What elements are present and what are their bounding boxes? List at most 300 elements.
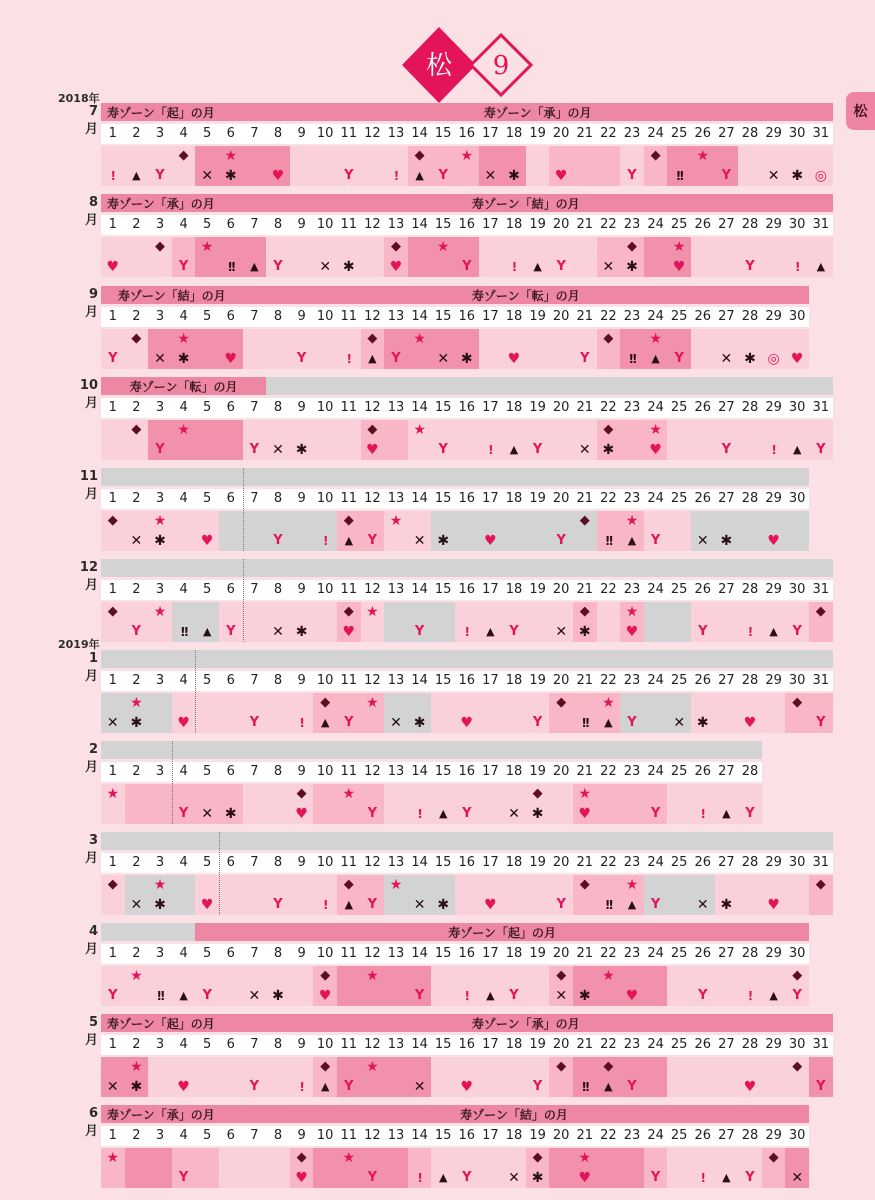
day-cell[interactable] xyxy=(361,329,385,369)
day-number[interactable]: 20 xyxy=(552,1128,570,1143)
day-number[interactable]: 18 xyxy=(505,491,523,506)
day-cell[interactable] xyxy=(408,511,432,551)
day-number[interactable]: 7 xyxy=(250,1037,259,1052)
day-cell[interactable] xyxy=(125,602,149,642)
day-cell[interactable] xyxy=(266,146,290,186)
day-cell[interactable] xyxy=(809,146,833,186)
day-cell[interactable] xyxy=(620,784,644,824)
day-number[interactable]: 19 xyxy=(529,1037,546,1052)
day-cell[interactable] xyxy=(479,784,503,824)
day-cell[interactable] xyxy=(597,966,621,1006)
day-cell[interactable] xyxy=(313,1148,337,1188)
day-cell[interactable] xyxy=(549,420,573,460)
day-number[interactable]: 2 xyxy=(132,400,141,415)
day-number[interactable]: 11 xyxy=(340,582,358,597)
day-number[interactable]: 22 xyxy=(600,400,617,415)
day-cell[interactable] xyxy=(502,875,526,915)
day-cell[interactable] xyxy=(715,329,739,369)
day-cell[interactable] xyxy=(408,875,432,915)
day-cell[interactable] xyxy=(125,146,149,186)
day-cell[interactable] xyxy=(195,602,219,642)
day-number[interactable]: 28 xyxy=(741,217,759,232)
day-number[interactable]: 9 xyxy=(297,400,306,415)
day-cell[interactable] xyxy=(526,602,550,642)
day-number[interactable]: 1 xyxy=(108,673,117,688)
day-number[interactable]: 1 xyxy=(108,764,117,779)
day-cell[interactable] xyxy=(549,329,573,369)
day-cell[interactable] xyxy=(455,602,479,642)
day-cell[interactable] xyxy=(455,966,479,1006)
day-number[interactable]: 17 xyxy=(482,855,499,870)
day-number[interactable]: 17 xyxy=(482,946,499,961)
day-number[interactable]: 3 xyxy=(155,946,165,961)
day-number[interactable]: 13 xyxy=(387,309,405,324)
day-number[interactable]: 28 xyxy=(741,126,759,141)
day-number[interactable]: 10 xyxy=(316,1128,334,1143)
day-number[interactable]: 30 xyxy=(788,491,806,506)
day-number[interactable]: 3 xyxy=(155,764,165,779)
day-cell[interactable] xyxy=(762,146,786,186)
day-number[interactable]: 25 xyxy=(670,673,688,688)
day-number[interactable]: 7 xyxy=(250,217,259,232)
day-cell[interactable] xyxy=(290,966,314,1006)
day-cell[interactable] xyxy=(573,784,597,824)
day-number[interactable]: 26 xyxy=(694,491,712,506)
day-number[interactable]: 9 xyxy=(297,1037,306,1052)
day-number[interactable]: 19 xyxy=(529,1128,546,1143)
day-number[interactable]: 14 xyxy=(411,855,428,870)
day-cell[interactable] xyxy=(597,1057,621,1097)
day-cell[interactable] xyxy=(384,1057,408,1097)
day-number[interactable]: 7 xyxy=(250,126,259,141)
day-number[interactable]: 18 xyxy=(505,1128,523,1143)
day-cell[interactable] xyxy=(290,420,314,460)
day-cell[interactable] xyxy=(408,420,432,460)
day-number[interactable]: 2 xyxy=(132,946,141,961)
day-cell[interactable] xyxy=(526,1057,550,1097)
day-cell[interactable] xyxy=(738,875,762,915)
day-number[interactable]: 4 xyxy=(179,1037,188,1052)
day-cell[interactable] xyxy=(455,784,479,824)
day-number[interactable]: 24 xyxy=(647,946,664,961)
day-cell[interactable] xyxy=(101,875,125,915)
day-cell[interactable] xyxy=(667,1148,691,1188)
day-cell[interactable] xyxy=(691,602,715,642)
day-number[interactable]: 12 xyxy=(364,582,381,597)
day-number[interactable]: 26 xyxy=(694,764,712,779)
day-cell[interactable] xyxy=(243,1057,267,1097)
day-cell[interactable] xyxy=(455,875,479,915)
day-number[interactable]: 27 xyxy=(718,673,735,688)
day-cell[interactable] xyxy=(549,237,573,277)
day-number[interactable]: 19 xyxy=(529,673,546,688)
day-number[interactable]: 5 xyxy=(203,582,212,597)
day-number[interactable]: 2 xyxy=(132,855,141,870)
day-cell[interactable] xyxy=(667,146,691,186)
day-number[interactable]: 15 xyxy=(434,217,452,232)
day-cell[interactable] xyxy=(715,966,739,1006)
day-cell[interactable] xyxy=(243,784,267,824)
day-cell[interactable] xyxy=(526,784,550,824)
day-number[interactable]: 20 xyxy=(552,673,570,688)
day-number[interactable]: 29 xyxy=(765,582,782,597)
day-cell[interactable] xyxy=(691,420,715,460)
day-number[interactable]: 3 xyxy=(155,1037,165,1052)
day-number[interactable]: 19 xyxy=(529,946,546,961)
day-number[interactable]: 23 xyxy=(623,582,641,597)
day-cell[interactable] xyxy=(148,237,172,277)
day-number[interactable]: 16 xyxy=(458,764,476,779)
day-cell[interactable] xyxy=(219,146,243,186)
day-cell[interactable] xyxy=(172,420,196,460)
day-cell[interactable] xyxy=(337,146,361,186)
day-number[interactable]: 21 xyxy=(576,491,594,506)
day-cell[interactable] xyxy=(785,237,809,277)
day-number[interactable]: 12 xyxy=(364,1128,381,1143)
day-number[interactable]: 23 xyxy=(623,126,641,141)
day-number[interactable]: 1 xyxy=(108,217,117,232)
day-number[interactable]: 11 xyxy=(340,855,358,870)
day-number[interactable]: 1 xyxy=(108,491,117,506)
day-number[interactable]: 9 xyxy=(297,673,306,688)
day-number[interactable]: 31 xyxy=(812,126,830,141)
day-number[interactable]: 3 xyxy=(155,217,165,232)
day-number[interactable]: 7 xyxy=(250,764,259,779)
day-cell[interactable] xyxy=(549,875,573,915)
day-cell[interactable] xyxy=(101,329,125,369)
day-cell[interactable] xyxy=(172,784,196,824)
day-cell[interactable] xyxy=(290,784,314,824)
day-cell[interactable] xyxy=(313,784,337,824)
day-number[interactable]: 6 xyxy=(226,126,235,141)
day-number[interactable]: 31 xyxy=(812,217,830,232)
day-cell[interactable] xyxy=(479,329,503,369)
day-cell[interactable] xyxy=(337,237,361,277)
day-cell[interactable] xyxy=(172,237,196,277)
day-cell[interactable] xyxy=(738,237,762,277)
day-cell[interactable] xyxy=(691,784,715,824)
day-cell[interactable] xyxy=(479,693,503,733)
day-cell[interactable] xyxy=(455,420,479,460)
day-cell[interactable] xyxy=(431,146,455,186)
day-cell[interactable] xyxy=(785,511,809,551)
day-cell[interactable] xyxy=(290,237,314,277)
day-cell[interactable] xyxy=(785,329,809,369)
day-cell[interactable] xyxy=(195,146,219,186)
day-number[interactable]: 19 xyxy=(529,764,546,779)
day-number[interactable]: 20 xyxy=(552,400,570,415)
day-number[interactable]: 7 xyxy=(250,309,259,324)
day-cell[interactable] xyxy=(337,511,361,551)
day-cell[interactable] xyxy=(195,329,219,369)
day-cell[interactable] xyxy=(502,329,526,369)
day-cell[interactable] xyxy=(667,511,691,551)
day-cell[interactable] xyxy=(667,1057,691,1097)
day-number[interactable]: 9 xyxy=(297,582,306,597)
day-cell[interactable] xyxy=(384,1148,408,1188)
day-number[interactable]: 21 xyxy=(576,764,594,779)
day-number[interactable]: 13 xyxy=(387,126,405,141)
day-cell[interactable] xyxy=(408,602,432,642)
day-cell[interactable] xyxy=(219,511,243,551)
day-number[interactable]: 16 xyxy=(458,1037,476,1052)
day-cell[interactable] xyxy=(125,1148,149,1188)
day-number[interactable]: 17 xyxy=(482,491,499,506)
day-number[interactable]: 16 xyxy=(458,582,476,597)
day-number[interactable]: 7 xyxy=(250,855,259,870)
day-number[interactable]: 25 xyxy=(670,1128,688,1143)
day-cell[interactable] xyxy=(526,511,550,551)
day-cell[interactable] xyxy=(408,329,432,369)
day-cell[interactable] xyxy=(148,146,172,186)
day-cell[interactable] xyxy=(313,420,337,460)
day-cell[interactable] xyxy=(738,511,762,551)
day-cell[interactable] xyxy=(408,784,432,824)
day-cell[interactable] xyxy=(762,420,786,460)
day-number[interactable]: 17 xyxy=(482,126,499,141)
day-number[interactable]: 4 xyxy=(179,400,188,415)
day-cell[interactable] xyxy=(337,784,361,824)
day-cell[interactable] xyxy=(148,1057,172,1097)
day-number[interactable]: 26 xyxy=(694,309,712,324)
day-number[interactable]: 16 xyxy=(458,217,476,232)
day-cell[interactable] xyxy=(101,693,125,733)
day-cell[interactable] xyxy=(361,146,385,186)
day-number[interactable]: 28 xyxy=(741,1128,759,1143)
day-cell[interactable] xyxy=(715,784,739,824)
day-cell[interactable] xyxy=(243,237,267,277)
day-cell[interactable] xyxy=(479,420,503,460)
day-number[interactable]: 15 xyxy=(434,764,452,779)
day-number[interactable]: 3 xyxy=(155,126,165,141)
day-number[interactable]: 6 xyxy=(226,582,235,597)
day-cell[interactable] xyxy=(502,146,526,186)
day-cell[interactable] xyxy=(243,420,267,460)
day-number[interactable]: 14 xyxy=(411,582,428,597)
day-number[interactable]: 18 xyxy=(505,309,523,324)
day-cell[interactable] xyxy=(738,784,762,824)
day-cell[interactable] xyxy=(691,1148,715,1188)
day-number[interactable]: 25 xyxy=(670,764,688,779)
day-cell[interactable] xyxy=(361,602,385,642)
day-cell[interactable] xyxy=(691,875,715,915)
day-number[interactable]: 17 xyxy=(482,400,499,415)
day-cell[interactable] xyxy=(219,1148,243,1188)
day-cell[interactable] xyxy=(526,966,550,1006)
day-number[interactable]: 16 xyxy=(458,309,476,324)
day-cell[interactable] xyxy=(384,146,408,186)
day-cell[interactable] xyxy=(219,237,243,277)
day-cell[interactable] xyxy=(172,966,196,1006)
day-number[interactable]: 20 xyxy=(552,1037,570,1052)
day-cell[interactable] xyxy=(738,329,762,369)
day-cell[interactable] xyxy=(573,511,597,551)
day-cell[interactable] xyxy=(431,237,455,277)
day-cell[interactable] xyxy=(408,1148,432,1188)
day-number[interactable]: 11 xyxy=(340,1037,358,1052)
day-number[interactable]: 16 xyxy=(458,855,476,870)
day-cell[interactable] xyxy=(313,237,337,277)
day-number[interactable]: 25 xyxy=(670,946,688,961)
day-number[interactable]: 19 xyxy=(529,217,546,232)
day-number[interactable]: 30 xyxy=(788,217,806,232)
day-cell[interactable] xyxy=(243,329,267,369)
day-number[interactable]: 25 xyxy=(670,400,688,415)
day-cell[interactable] xyxy=(384,784,408,824)
day-number[interactable]: 24 xyxy=(647,855,664,870)
day-number[interactable]: 27 xyxy=(718,126,735,141)
day-number[interactable]: 23 xyxy=(623,673,641,688)
day-number[interactable]: 5 xyxy=(203,126,212,141)
day-number[interactable]: 8 xyxy=(273,1037,283,1052)
day-cell[interactable] xyxy=(597,329,621,369)
day-cell[interactable] xyxy=(290,329,314,369)
day-number[interactable]: 16 xyxy=(458,673,476,688)
day-cell[interactable] xyxy=(644,602,668,642)
day-number[interactable]: 29 xyxy=(765,309,782,324)
day-cell[interactable] xyxy=(785,875,809,915)
day-number[interactable]: 13 xyxy=(387,491,405,506)
day-number[interactable]: 10 xyxy=(316,582,334,597)
day-cell[interactable] xyxy=(620,602,644,642)
day-number[interactable]: 2 xyxy=(132,126,141,141)
day-cell[interactable] xyxy=(691,966,715,1006)
day-number[interactable]: 30 xyxy=(788,946,806,961)
day-cell[interactable] xyxy=(266,875,290,915)
day-cell[interactable] xyxy=(809,602,833,642)
day-cell[interactable] xyxy=(715,602,739,642)
day-number[interactable]: 26 xyxy=(694,946,712,961)
day-number[interactable]: 13 xyxy=(387,673,405,688)
day-cell[interactable] xyxy=(526,146,550,186)
day-number[interactable]: 25 xyxy=(670,1037,688,1052)
day-number[interactable]: 7 xyxy=(250,673,259,688)
day-number[interactable]: 25 xyxy=(670,491,688,506)
day-cell[interactable] xyxy=(738,693,762,733)
day-cell[interactable] xyxy=(644,237,668,277)
day-number[interactable]: 15 xyxy=(434,400,452,415)
day-cell[interactable] xyxy=(219,420,243,460)
day-cell[interactable] xyxy=(172,146,196,186)
day-cell[interactable] xyxy=(691,1057,715,1097)
day-cell[interactable] xyxy=(219,875,243,915)
day-number[interactable]: 1 xyxy=(108,855,117,870)
day-cell[interactable] xyxy=(597,511,621,551)
day-cell[interactable] xyxy=(290,511,314,551)
day-number[interactable]: 19 xyxy=(529,855,546,870)
day-cell[interactable] xyxy=(148,329,172,369)
day-cell[interactable] xyxy=(644,329,668,369)
day-cell[interactable] xyxy=(479,146,503,186)
day-cell[interactable] xyxy=(219,602,243,642)
day-cell[interactable] xyxy=(549,966,573,1006)
day-number[interactable]: 16 xyxy=(458,400,476,415)
day-number[interactable]: 21 xyxy=(576,1037,594,1052)
day-cell[interactable] xyxy=(502,1148,526,1188)
day-number[interactable]: 13 xyxy=(387,217,405,232)
day-cell[interactable] xyxy=(337,1057,361,1097)
day-number[interactable]: 9 xyxy=(297,491,306,506)
day-number[interactable]: 3 xyxy=(155,491,165,506)
day-number[interactable]: 4 xyxy=(179,1128,188,1143)
day-cell[interactable] xyxy=(549,1148,573,1188)
day-cell[interactable] xyxy=(620,693,644,733)
day-number[interactable]: 17 xyxy=(482,582,499,597)
day-number[interactable]: 31 xyxy=(812,582,830,597)
day-number[interactable]: 27 xyxy=(718,764,735,779)
day-cell[interactable] xyxy=(243,146,267,186)
day-cell[interactable] xyxy=(313,146,337,186)
day-number[interactable]: 2 xyxy=(132,764,141,779)
day-cell[interactable] xyxy=(715,420,739,460)
day-cell[interactable] xyxy=(502,1057,526,1097)
day-number[interactable]: 27 xyxy=(718,491,735,506)
day-cell[interactable] xyxy=(266,1057,290,1097)
day-number[interactable]: 24 xyxy=(647,1128,664,1143)
day-number[interactable]: 22 xyxy=(600,582,617,597)
day-cell[interactable] xyxy=(361,966,385,1006)
day-number[interactable]: 18 xyxy=(505,217,523,232)
day-cell[interactable] xyxy=(313,511,337,551)
day-cell[interactable] xyxy=(620,1057,644,1097)
day-cell[interactable] xyxy=(313,602,337,642)
day-number[interactable]: 24 xyxy=(647,673,664,688)
day-cell[interactable] xyxy=(715,146,739,186)
day-number[interactable]: 10 xyxy=(316,946,334,961)
day-cell[interactable] xyxy=(313,329,337,369)
day-number[interactable]: 13 xyxy=(387,1037,405,1052)
day-number[interactable]: 3 xyxy=(155,673,165,688)
day-number[interactable]: 20 xyxy=(552,946,570,961)
day-cell[interactable] xyxy=(125,875,149,915)
day-number[interactable]: 16 xyxy=(458,491,476,506)
day-number[interactable]: 14 xyxy=(411,1128,428,1143)
day-number[interactable]: 1 xyxy=(108,309,117,324)
day-cell[interactable] xyxy=(431,1148,455,1188)
day-cell[interactable] xyxy=(738,602,762,642)
day-number[interactable]: 28 xyxy=(741,491,759,506)
day-cell[interactable] xyxy=(408,237,432,277)
day-number[interactable]: 24 xyxy=(647,400,664,415)
day-cell[interactable] xyxy=(266,966,290,1006)
day-number[interactable]: 10 xyxy=(316,1037,334,1052)
day-cell[interactable] xyxy=(408,1057,432,1097)
day-number[interactable]: 5 xyxy=(203,764,212,779)
day-cell[interactable] xyxy=(597,420,621,460)
day-cell[interactable] xyxy=(243,966,267,1006)
day-number[interactable]: 18 xyxy=(505,673,523,688)
day-number[interactable]: 24 xyxy=(647,491,664,506)
day-cell[interactable] xyxy=(762,511,786,551)
day-cell[interactable] xyxy=(502,784,526,824)
day-cell[interactable] xyxy=(101,1148,125,1188)
day-number[interactable]: 20 xyxy=(552,126,570,141)
day-cell[interactable] xyxy=(337,693,361,733)
day-number[interactable]: 9 xyxy=(297,309,306,324)
day-cell[interactable] xyxy=(573,602,597,642)
day-number[interactable]: 12 xyxy=(364,673,381,688)
day-number[interactable]: 7 xyxy=(250,582,259,597)
day-cell[interactable] xyxy=(479,1057,503,1097)
day-cell[interactable] xyxy=(715,693,739,733)
day-number[interactable]: 16 xyxy=(458,126,476,141)
day-cell[interactable] xyxy=(337,1148,361,1188)
day-number[interactable]: 25 xyxy=(670,217,688,232)
day-cell[interactable] xyxy=(526,237,550,277)
day-cell[interactable] xyxy=(172,1057,196,1097)
day-number[interactable]: 21 xyxy=(576,946,594,961)
day-number[interactable]: 6 xyxy=(226,946,235,961)
